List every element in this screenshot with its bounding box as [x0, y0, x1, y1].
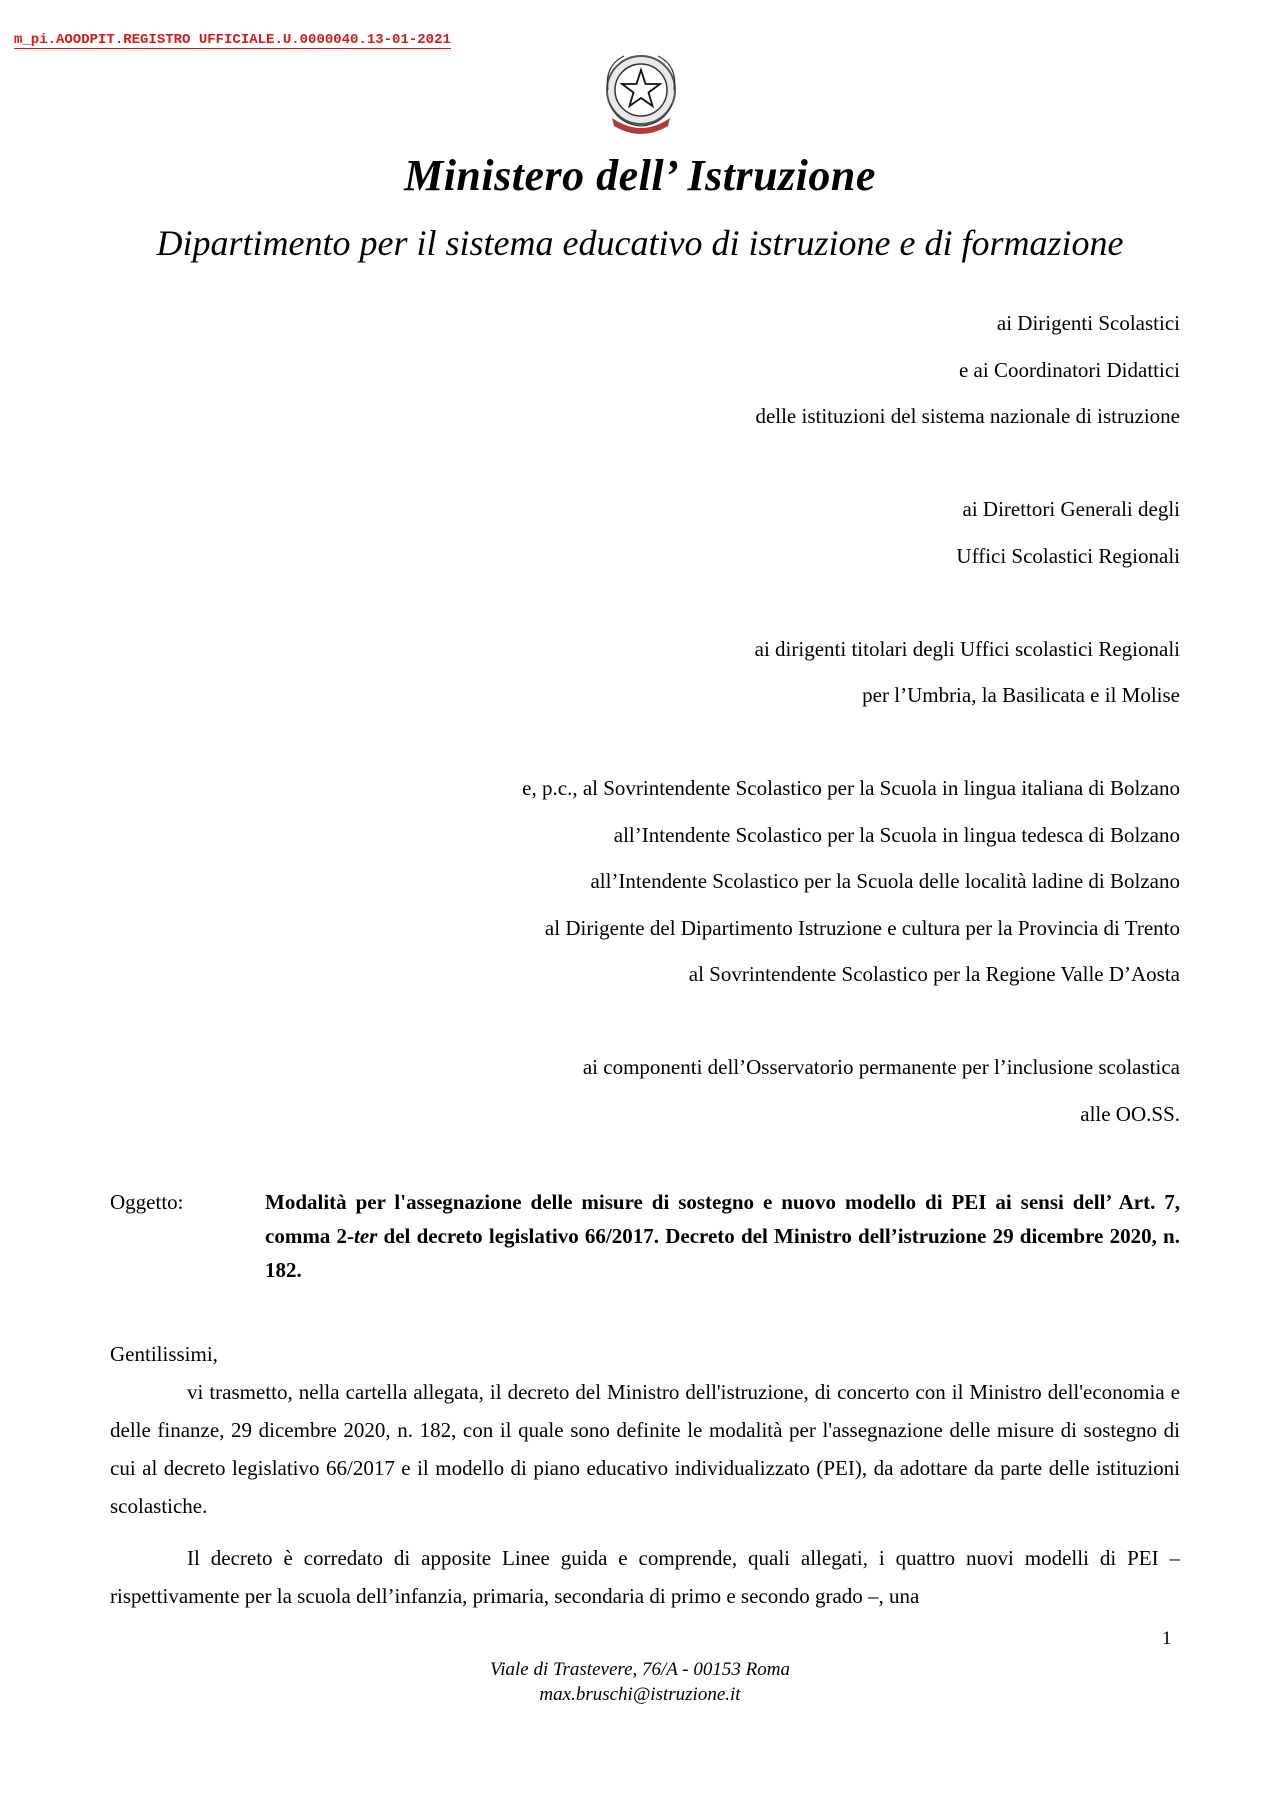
recipient-line: ai Dirigenti Scolastici: [996, 311, 1180, 335]
recipient-line: all’Intendente Scolastico per la Scuola in lingua tedesca di Bolzano: [613, 822, 1180, 847]
recipient-line: ai componenti dell’Osservatorio permanente per l’inclusione scolastica: [582, 1055, 1180, 1079]
subject-label: Oggetto:: [110, 1190, 184, 1214]
recipient-line: e, p.c., al Sovrintendente Scolastico per la Scuola in lingua italiana di Bolzano: [522, 776, 1180, 800]
footer-email: max.bruschi@istruzione.it: [539, 1684, 741, 1705]
recipient-line: alle OO.SS.: [1080, 1101, 1180, 1126]
ministry-title: Ministero dell’ Istruzione: [404, 151, 876, 200]
recipients-block: [280, 300, 1180, 1137]
body-paragraph-1: vi trasmetto, nella cartella allegata, il decreto del Ministro dell'istruzione, di concerto con il Ministro dell'economia e delle finanze, 29 dicembre 2020, n. 182, con il quale sono definite le modalità per l'assegnazione delle misure di sostegno di cui al decreto legislativo 66/2017 e il modello di piano educativo individualizzato (PEI), da adottare da parte delle istituzioni scolastiche.: [110, 1380, 1180, 1518]
page-number: 1: [1162, 1628, 1172, 1649]
letter-body: [110, 1335, 1180, 1615]
body-paragraph-2: Il decreto è corredato di apposite Linee guida e comprende, quali allegati, i quattro nuovi modelli di PEI – rispettivamente per la scuola dell’infanzia, primaria, secondaria di primo e secondo grado –, una: [110, 1546, 1180, 1608]
recipient-line: Uffici Scolastici Regionali: [956, 543, 1180, 568]
recipient-line: ai Direttori Generali degli: [962, 497, 1180, 521]
recipient-line: per l’Umbria, la Basilicata e il Molise: [862, 683, 1180, 707]
protocol-stamp: m_pi.AOODPIT.REGISTRO UFFICIALE.U.0000040.13-01-2021: [14, 32, 451, 48]
department-title: Dipartimento per il sistema educativo di istruzione e di formazione: [156, 223, 1124, 263]
subject-text-part1: Modalità per l'assegnazione delle misure di sostegno e nuovo modello di PEI ai sensi dell’ Art. 7, comma 2-: [265, 1190, 1180, 1248]
subject-text-part2: del decreto legislativo 66/2017. Decreto del Ministro dell’istruzione 29 dicembre 2020, n. 182.: [265, 1224, 1180, 1282]
italian-republic-emblem-icon: [598, 46, 684, 138]
recipient-line: e ai Coordinatori Didattici: [958, 357, 1180, 382]
recipient-line: all’Intendente Scolastico per la Scuola delle località ladine di Bolzano: [590, 869, 1180, 893]
recipient-line: ai dirigenti titolari degli Uffici scolastici Regionali: [754, 636, 1180, 661]
footer: [0, 1657, 1280, 1707]
greeting: Gentilissimi,: [110, 1342, 218, 1366]
recipient-line: al Sovrintendente Scolastico per la Regione Valle D’Aosta: [688, 962, 1180, 986]
footer-address: Viale di Trastevere, 76/A - 00153 Roma: [490, 1659, 790, 1680]
recipient-line: al Dirigente del Dipartimento Istruzione e cultura per la Provincia di Trento: [544, 915, 1180, 940]
subject-text: [265, 1185, 1180, 1287]
recipient-line: delle istituzioni del sistema nazionale di istruzione: [755, 404, 1180, 428]
subject-text-ter: ter: [354, 1224, 378, 1248]
